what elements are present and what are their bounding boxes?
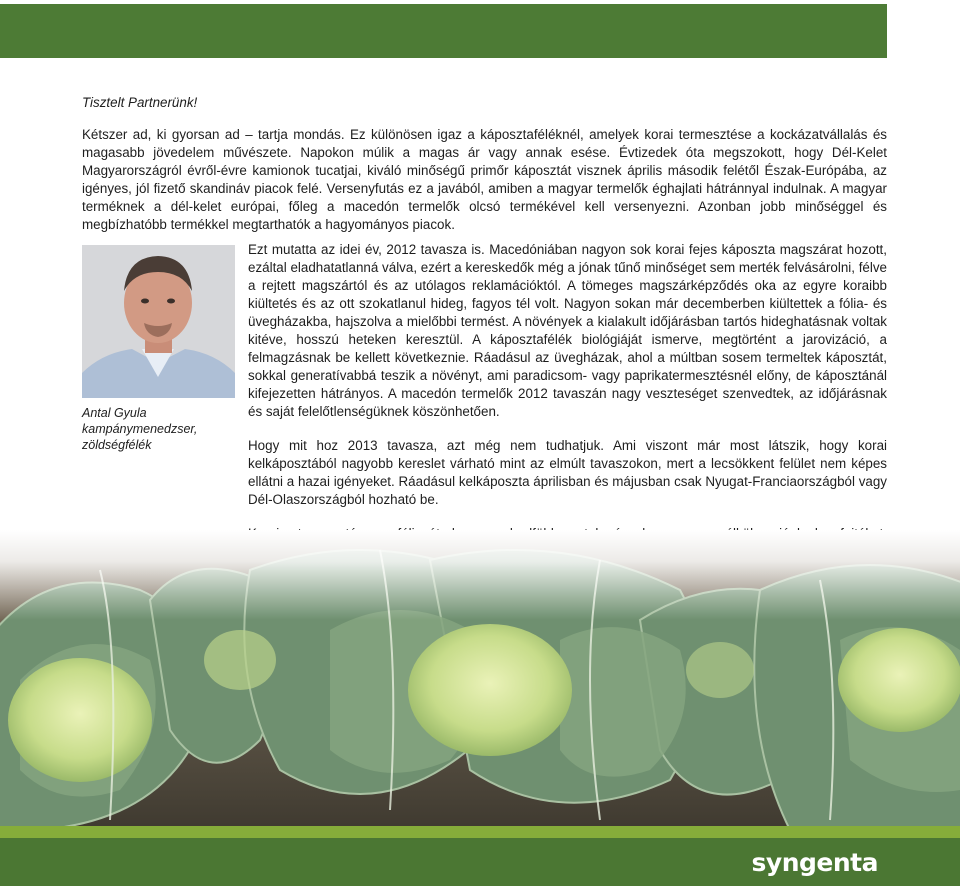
footer-bar [0, 838, 960, 886]
author-department: zöldségfélék [82, 438, 152, 452]
author-photo [82, 245, 235, 398]
author-title: kampánymenedzser, [82, 422, 198, 436]
letter-greeting: Tisztelt Partnerünk! [82, 95, 198, 110]
author-caption [82, 405, 237, 453]
image-fade-overlay [0, 530, 960, 620]
footer-stripe [0, 826, 960, 838]
intro-paragraph: Kétszer ad, ki gyorsan ad – tartja mondás. Ez különösen igaz a káposztaféléknél, amelyek korai termesztése a kockázatvállalás és magasabb jövedelem művészete. Napokon múlik a magas ár vagy annak esése. Évtizedek óta megszokott, hogy Dél-Kelet Magyarországról évről-évre kamionok tucatjai, kiváló minőségű primőr káposztát visznek április második felétől Észak-Európába, az igényes, jól fizető skandináv piacok felé. Versenyfutás ez a javából, amiben a magyar termelők éghajlati hátránnyal indulnak. A magyar terméknek a dél-kelet európai, főleg a macedón termelők olcsó termékével kell versenyezni. Azonban jobb minőséggel és megbízhatóbb termékkel megtarthatók a hagyományos piacok. [82, 127, 887, 232]
body-paragraph-2: Hogy mit hoz 2013 tavasza, azt még nem tudhatjuk. Ami viszont már most látszik, hogy korai kelkáposztából nagyobb kereslet várható mint az elmúlt tavaszokon, mert a lecsökkent felület nem képes ellátni a hazai igényeket. Ráadásul kelkáposzta áprilisban és májusban csak Nyugat-Franciaországból vagy Dél-Olaszországból hozható be. [248, 438, 887, 507]
cabbage-field-image [0, 530, 960, 830]
portrait-illustration [82, 245, 235, 398]
syngenta-logo[interactable]: syngenta [751, 848, 878, 877]
header-bar [0, 4, 887, 58]
body-paragraph-1: Ezt mutatta az idei év, 2012 tavasza is. Macedóniában nagyon sok korai fejes káposzta magszárat hozott, ezáltal eladhatatlanná válva, ezért a kereskedők még a jónak tűnő minőséget sem merték felvásárolni, félve a rejtett magszártól és az utólagos reklamációktól. A tömeges magszárképződés oka az egyre koraibb kiültetés és az ott szokatlanul hideg, fagyos tél volt. Nagyon sokan már decemberben kiültettek a fólia- és üvegházakba, hajszolva a mielőbbi termést. A növények a kialakult időjárásban tartós hideghatásnak voltak kitéve, hosszú heteken keresztül. A káposztafélék biológiáját ismerve, megtörtént a jarovizáció, a felmagzásnak be kellett következnie. Ráadásul az üvegházak, ahol a múltban sosem termeltek káposztát, sokkal generatívabbá teszik a növényt, ami paradicsom- vagy paprikatermesztésnél előny, de káposztánál kifejezetten hátrányos. A macedón termelők 2012 tavaszán nagy veszteséget szenvedtek, az időjárásnak és saját felelőtlenségüknek köszönhetően. [248, 242, 887, 419]
author-name: Antal Gyula [82, 406, 147, 420]
